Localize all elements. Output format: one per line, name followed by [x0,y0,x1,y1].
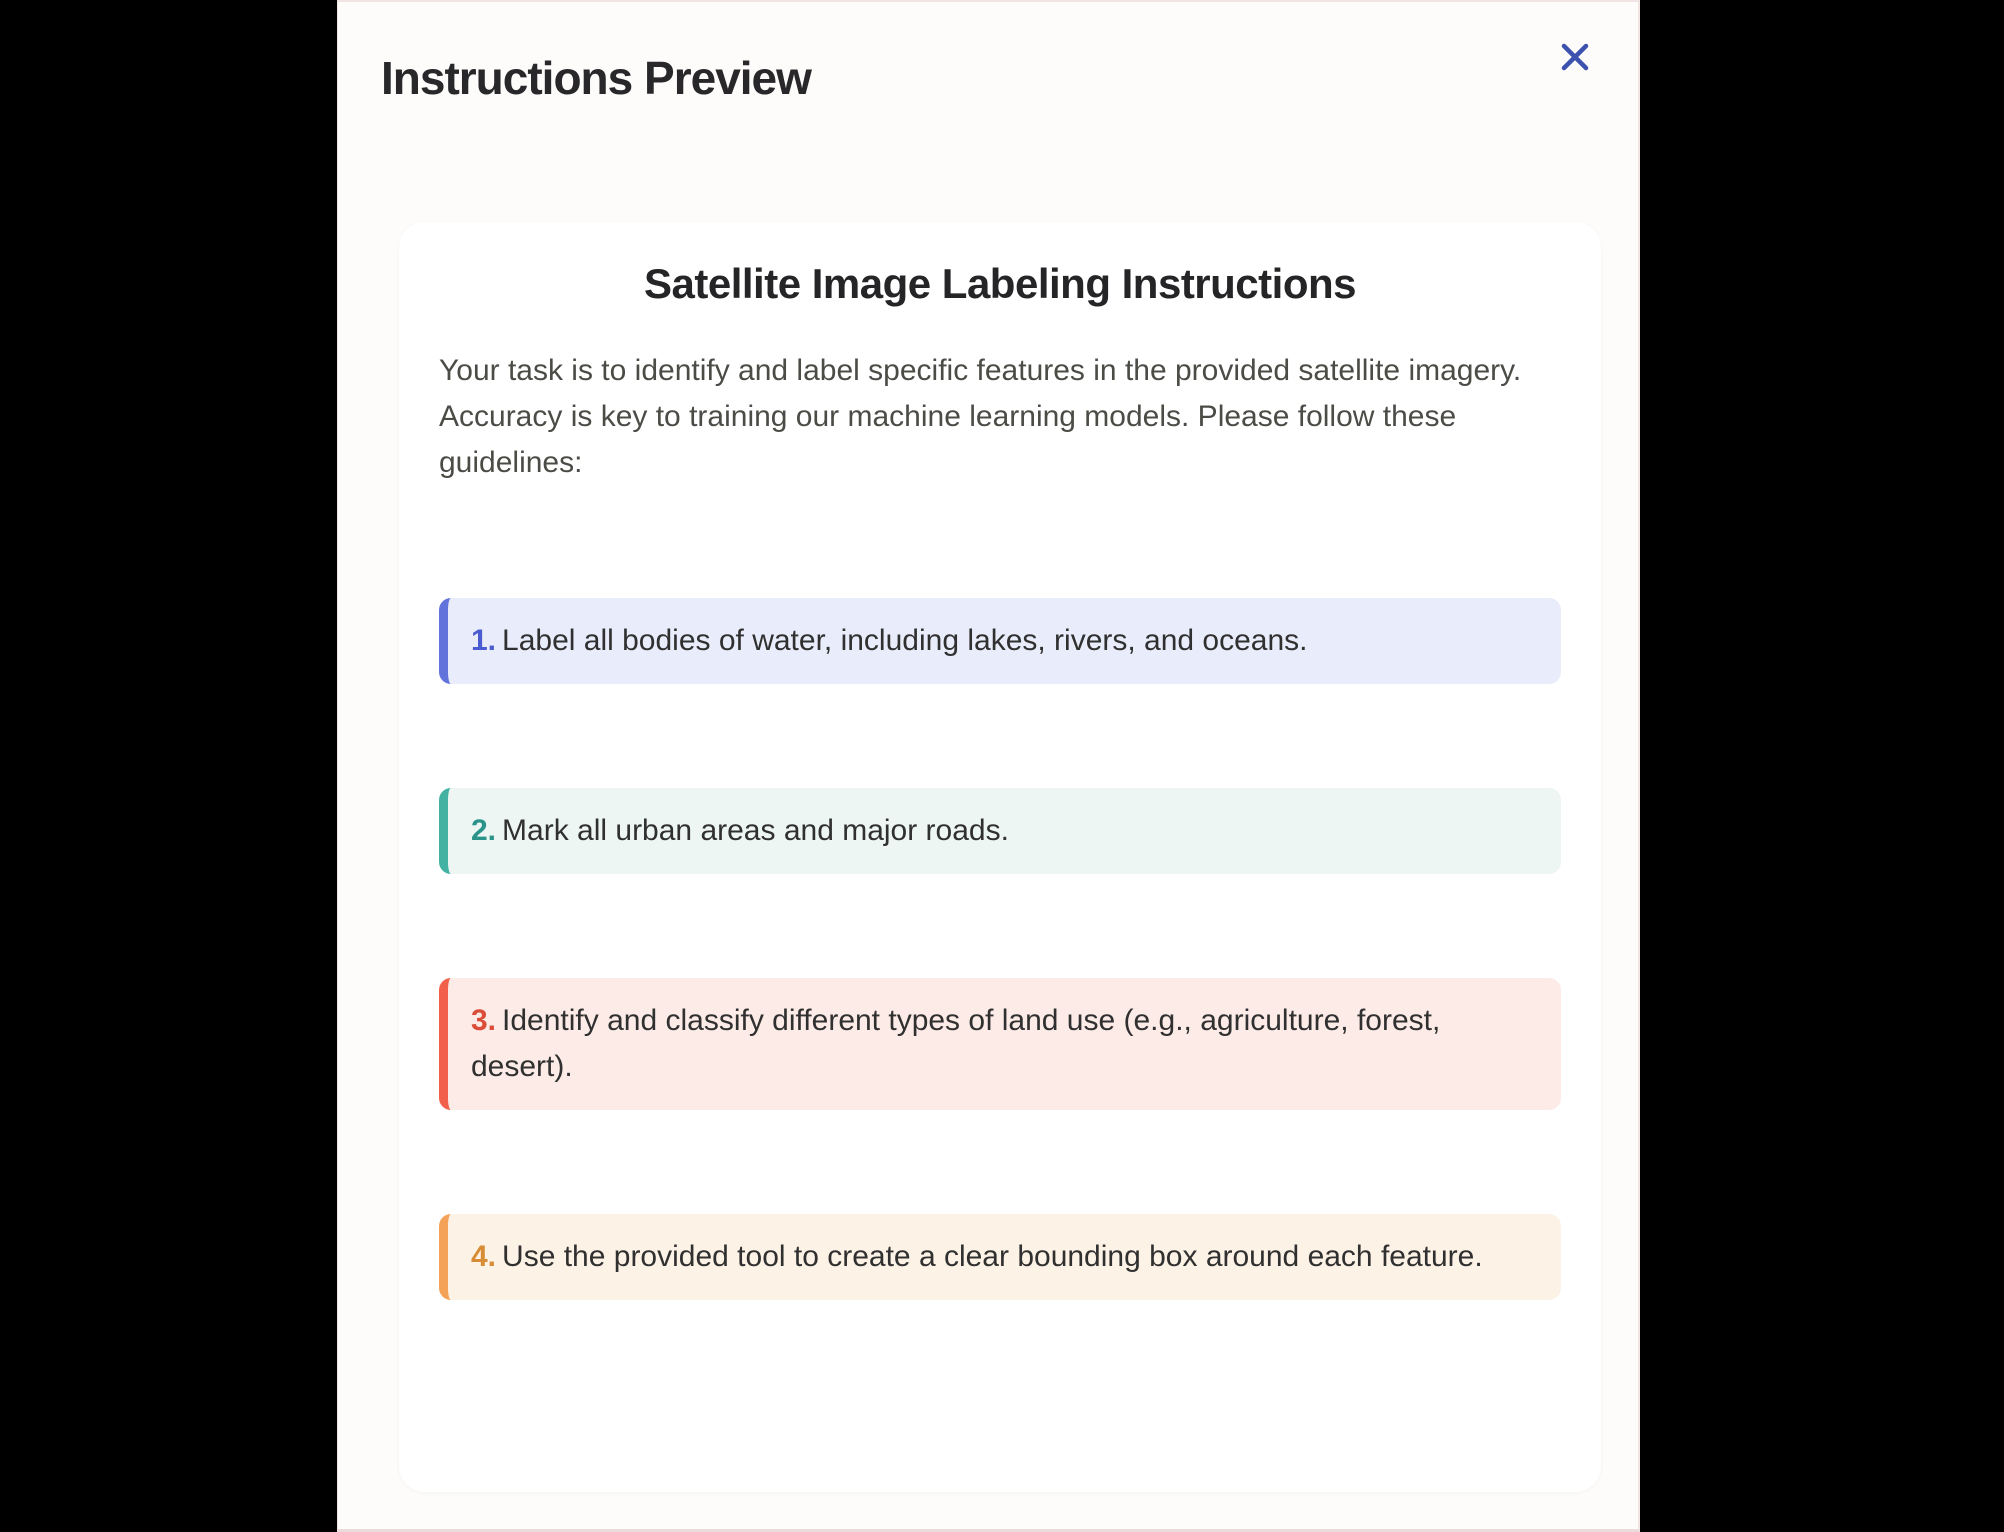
close-icon [1558,40,1592,74]
instruction-item-3 [439,978,1561,1110]
card-heading: Satellite Image Labeling Instructions [644,260,1356,307]
item-number: 3. [471,1004,497,1037]
instructions-preview-modal [337,0,1640,1532]
instruction-item-2 [439,788,1561,874]
instruction-item-4 [439,1214,1561,1300]
item-number: 1. [471,624,497,657]
modal-title: Instructions Preview [381,51,811,104]
item-text: Mark all urban areas and major roads. [502,814,1009,847]
item-text: Identify and classify different types of land use (e.g., agriculture, forest, desert). [471,1004,1441,1083]
instruction-item-1 [439,598,1561,684]
intro-paragraph: Your task is to identify and label specific features in the provided satellite imagery. Accuracy is key to training our machine learning models. Please follow these guidelines: [439,354,1522,479]
item-text: Label all bodies of water, including lakes, rivers, and oceans. [502,624,1308,657]
item-number: 2. [471,814,497,847]
close-button[interactable] [1550,32,1600,82]
instruction-list [439,598,1561,1300]
item-text: Use the provided tool to create a clear bounding box around each feature. [502,1240,1483,1273]
item-number: 4. [471,1240,497,1273]
instruction-card [399,222,1601,1492]
